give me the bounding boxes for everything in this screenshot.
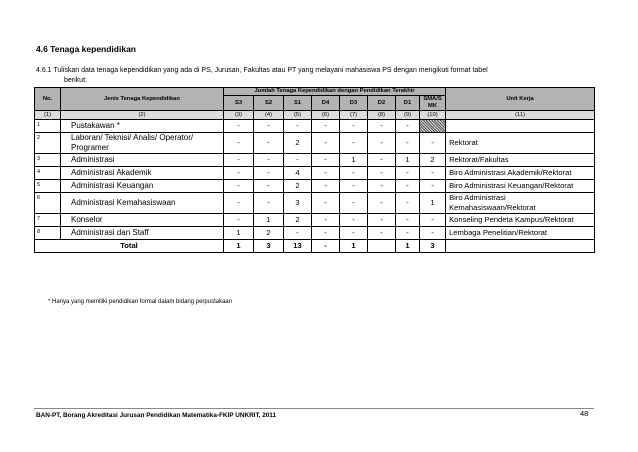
section-title: 4.6 Tenaga kependidikan [36,44,136,54]
row-number: 5 [35,180,61,193]
count-cell: - [420,133,446,154]
count-cell: - [312,120,340,133]
count-cell: - [224,214,254,227]
count-cell: - [312,227,340,240]
header-unit: Unit Kerja [446,88,595,111]
count-cell: - [420,180,446,193]
count-cell: - [224,120,254,133]
intro-text [36,66,596,86]
column-number: (10) [420,111,446,120]
header-level: S1 [284,96,312,111]
count-cell: - [312,214,340,227]
table-row [35,193,595,214]
count-cell: - [340,193,368,214]
total-cell: 1 [224,240,254,253]
column-number: (7) [340,111,368,120]
header-level: D3 [340,96,368,111]
row-number: 3 [35,154,61,167]
count-cell: 2 [254,227,284,240]
header-level: S3 [224,96,254,111]
staff-type: Laboran/ Teknisi/ Analis/ Operator/ Programer [61,133,224,154]
staff-type: Pustakawan * [61,120,224,133]
staff-type: Administrasi dan Staff [61,227,224,240]
count-cell: - [340,214,368,227]
page-number: 48 [580,409,589,418]
count-cell: - [312,154,340,167]
count-cell: - [420,214,446,227]
work-unit [446,120,595,133]
count-cell: - [396,180,420,193]
count-cell: - [368,193,396,214]
column-number: (2) [61,111,224,120]
total-row [35,240,595,253]
count-cell: - [368,214,396,227]
count-cell [420,120,446,133]
count-cell: - [284,154,312,167]
count-cell: - [224,180,254,193]
work-unit: Konseling Pendeta Kampus/Rektorat [446,214,595,227]
row-number: 1 [35,120,61,133]
count-cell: - [254,133,284,154]
staff-table [34,87,595,253]
total-cell: 1 [396,240,420,253]
table-row [35,120,595,133]
count-cell: - [254,180,284,193]
intro-line-1: 4.6.1 Tuliskan data tenaga kependidikan yang ada di PS, Jurusan, Fakultas atau PT yang melayani mahasiswa PS dengan mengikuti format tabel [36,67,488,74]
count-cell: 2 [284,214,312,227]
footer-text: BAN-PT, Borang Akreditasi Jurusan Pendidikan Matematika-FKIP UNKRIT, 2011 [36,412,277,419]
staff-type: Administrasi [61,154,224,167]
count-cell: 2 [284,133,312,154]
table-row [35,167,595,180]
count-cell: - [368,133,396,154]
row-number: 7 [35,214,61,227]
count-cell: - [284,227,312,240]
count-cell: - [224,167,254,180]
count-cell: 4 [284,167,312,180]
column-number: (11) [446,111,595,120]
table-row [35,180,595,193]
header-no: No. [35,88,61,111]
total-unit-cell [446,240,595,253]
total-cell: - [312,240,340,253]
work-unit: Rektorat [446,133,595,154]
count-cell: - [396,227,420,240]
header-group: Jumlah Tenaga Kependidikan dengan Pendidikan Terakhir [224,88,446,96]
total-cell [368,240,396,253]
total-cell: 13 [284,240,312,253]
count-cell: 1 [396,154,420,167]
count-cell: - [368,154,396,167]
count-cell: - [254,154,284,167]
staff-type: Konselor [61,214,224,227]
total-cell: 3 [254,240,284,253]
count-cell: - [396,193,420,214]
count-cell: - [254,120,284,133]
count-cell: - [396,167,420,180]
table-row [35,154,595,167]
column-number: (9) [396,111,420,120]
row-number: 6 [35,193,61,214]
intro-line-2: berikut: [64,77,87,84]
count-cell: - [340,180,368,193]
count-cell: - [284,120,312,133]
count-cell: - [420,227,446,240]
row-number: 2 [35,133,61,154]
count-cell: 2 [420,154,446,167]
work-unit: Lembaga Penelitian/Rektorat [446,227,595,240]
count-cell: 3 [284,193,312,214]
count-cell: - [368,227,396,240]
count-cell: - [254,193,284,214]
count-cell: - [368,180,396,193]
footer-divider [34,408,594,409]
count-cell: - [368,120,396,133]
column-number: (4) [254,111,284,120]
table-row [35,214,595,227]
count-cell: 1 [340,154,368,167]
count-cell: 1 [420,193,446,214]
header-jenis: Jenis Tenaga Kependidikan [61,88,224,111]
header-level: SMA/S MK [420,96,446,111]
table-row [35,133,595,154]
column-number: (3) [224,111,254,120]
header-level: D2 [368,96,396,111]
count-cell: - [254,167,284,180]
footnote: * Hanya yang memiliki pendidikan formal dalam bidang perpustakaan [48,299,233,305]
count-cell: - [396,214,420,227]
staff-type: Administrasi Keuangan [61,180,224,193]
column-number: (5) [284,111,312,120]
work-unit: Rektorat/Fakultas [446,154,595,167]
work-unit: Biro Administrasi Keuangan/Rektorat [446,180,595,193]
count-cell: - [224,133,254,154]
count-cell: - [312,180,340,193]
header-level: D1 [396,96,420,111]
header-level: D4 [312,96,340,111]
staff-type: Administrasi Kemahasiswaan [61,193,224,214]
count-cell: - [340,133,368,154]
column-number: (1) [35,111,61,120]
total-label: Total [35,240,224,253]
count-cell: - [312,133,340,154]
work-unit: Biro Administrasi Akademik/Rektorat [446,167,595,180]
count-cell: - [312,193,340,214]
row-number: 4 [35,167,61,180]
column-number: (8) [368,111,396,120]
count-cell: - [340,227,368,240]
row-number: 8 [35,227,61,240]
column-number: (6) [312,111,340,120]
work-unit: Biro Administrasi Kemahasiswaan/Rektorat [446,193,595,214]
table-row [35,227,595,240]
count-cell: - [312,167,340,180]
count-cell: - [396,133,420,154]
count-cell: 1 [224,227,254,240]
count-cell: 2 [284,180,312,193]
total-cell: 3 [420,240,446,253]
count-cell: - [396,120,420,133]
count-cell: - [340,167,368,180]
staff-type: Administrasi Akademik [61,167,224,180]
count-cell: 1 [254,214,284,227]
count-cell: - [340,120,368,133]
count-cell: - [224,193,254,214]
total-cell: 1 [340,240,368,253]
header-level: S2 [254,96,284,111]
count-cell: - [368,167,396,180]
column-number-row [35,111,595,120]
count-cell: - [420,167,446,180]
count-cell: - [224,154,254,167]
